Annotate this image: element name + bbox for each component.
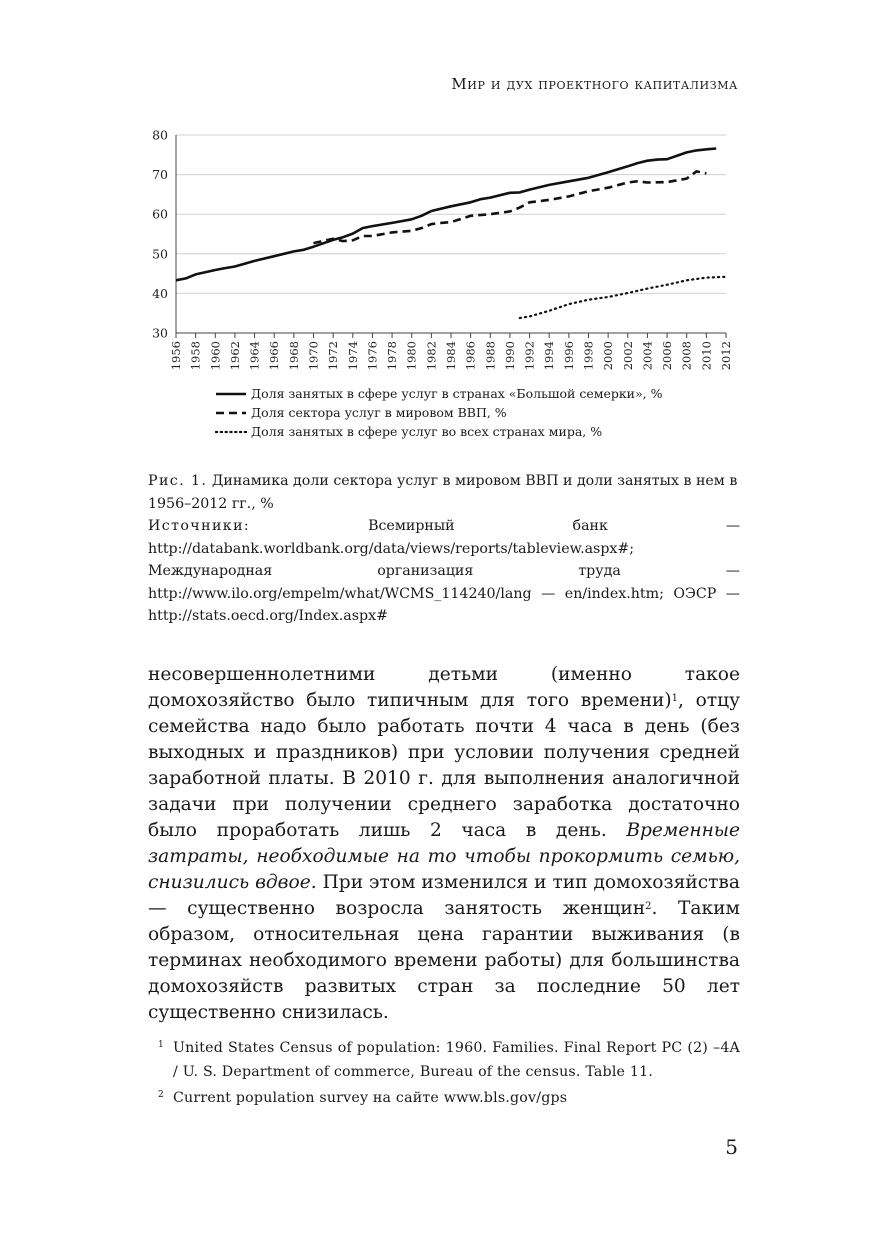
series-line-dotted	[520, 277, 726, 318]
x-tick-label: 1958	[188, 341, 203, 371]
x-tick-label: 2004	[640, 341, 655, 371]
x-tick-label: 1970	[306, 341, 321, 371]
x-tick-label: 1986	[463, 341, 478, 371]
running-head: Мир и дух проектного капитализма	[451, 75, 738, 93]
x-tick-label: 1976	[365, 341, 380, 371]
body-text-part1: несовершеннолетними детьми (именно такое домохозяйство было типичным для того времени)	[148, 664, 740, 711]
y-tick-label: 80	[152, 127, 168, 143]
x-tick-label: 2006	[660, 341, 675, 371]
footnote-ref-2: 2	[645, 901, 652, 912]
body-paragraph	[148, 662, 740, 1026]
legend-dotted-line-icon	[215, 427, 247, 437]
footnotes	[148, 1037, 740, 1114]
footnote-ref-1: 1	[671, 693, 679, 704]
legend-item-gdp	[215, 403, 662, 422]
sources-text: Всемирный банк — http://databank.worldbank.org/data/views/reports/tableview.aspx#; Международная организация труда — http://www.ilo.org/empelm/what/WCMS_114240/lang — en/index.htm; ОЭСР — http://stats.oecd.org/Index.aspx#	[148, 518, 741, 624]
x-tick-label: 2002	[620, 341, 635, 371]
legend-item-world	[215, 422, 662, 441]
x-tick-label: 1980	[404, 341, 419, 371]
figure-title	[148, 470, 740, 515]
x-tick-label: 1998	[581, 341, 596, 371]
sources-label: Источники:	[148, 518, 251, 534]
legend-item-g7	[215, 384, 662, 403]
footnote-number: 2	[158, 1090, 164, 1100]
footnote-text: Current population survey на сайте www.bls.gov/gps	[173, 1090, 568, 1106]
y-tick-label: 40	[152, 285, 168, 301]
x-tick-label: 1966	[267, 341, 282, 371]
page-number: 5	[725, 1135, 738, 1159]
body-text-part2: , отцу семейства надо было работать почти 4 часа в день (без выходных и праздников) при условии получения средней заработной платы. В 2010 г. для выполнения аналогичной задачи при получении среднего заработка достаточно было проработать лишь 2 часа в день.	[148, 690, 741, 841]
x-tick-label: 2000	[601, 341, 616, 371]
x-tick-label: 1982	[424, 341, 439, 371]
figure-sources	[148, 515, 740, 628]
body-text-part3: При этом изменился и тип домохозяйства — существенно возросла занятость женщин	[148, 872, 740, 919]
x-tick-label: 1978	[385, 341, 400, 371]
y-tick-label: 30	[152, 325, 168, 341]
line-chart	[140, 120, 740, 380]
x-tick-label: 1968	[286, 341, 301, 371]
series-line-dashed	[314, 171, 707, 243]
body-text-part4: . Таким образом, относительная цена гарантии выживания (в терминах необходимого времени работы) для большинства домохозяйств развитых стран за последние 50 лет существенно снизилась.	[148, 898, 740, 1023]
x-tick-label: 1994	[542, 341, 557, 371]
x-tick-label: 2010	[699, 341, 714, 371]
legend-label-world: Доля занятых в сфере услуг во всех странах мира, %	[251, 424, 603, 439]
y-tick-label: 70	[152, 167, 168, 183]
footnote-number: 1	[158, 1040, 164, 1050]
figure-text: Динамика доли сектора услуг в мировом ВВП и доли занятых в нем в 1956–2012 гг., %	[148, 473, 738, 512]
legend-label-gdp: Доля сектора услуг в мировом ВВП, %	[251, 405, 507, 420]
y-tick-label: 50	[152, 246, 168, 262]
figure-caption	[148, 470, 740, 628]
x-tick-label: 1960	[208, 341, 223, 371]
x-tick-label: 1972	[326, 341, 341, 371]
footnote-item	[148, 1037, 740, 1084]
body-text-italic: Временные затраты, необходимые на то чтобы прокормить семью, снизились вдвое.	[148, 820, 740, 893]
chart-svg	[140, 120, 740, 380]
x-tick-label: 1956	[169, 341, 183, 371]
chart-legend	[215, 384, 662, 441]
x-tick-label: 1992	[522, 341, 537, 371]
x-tick-label: 1990	[502, 341, 517, 371]
figure-label: Рис. 1.	[148, 473, 208, 489]
footnote-text: United States Census of population: 1960. Families. Final Report PC (2) –4A / U. S. Department of commerce, Bureau of the census. Table 11.	[173, 1040, 740, 1080]
legend-solid-line-icon	[215, 389, 247, 399]
x-tick-label: 1996	[561, 341, 576, 371]
legend-label-g7: Доля занятых в сфере услуг в странах «Большой семерки», %	[251, 386, 663, 401]
footnote-item	[148, 1087, 740, 1111]
y-tick-label: 60	[152, 206, 168, 222]
x-tick-label: 2008	[679, 341, 694, 371]
x-tick-label: 1962	[227, 341, 242, 371]
x-tick-label: 1984	[444, 341, 458, 371]
x-tick-label: 2012	[719, 341, 733, 371]
x-tick-label: 1974	[345, 341, 360, 371]
legend-dashed-line-icon	[215, 408, 247, 418]
x-tick-label: 1964	[247, 341, 262, 371]
x-tick-label: 1988	[483, 341, 498, 371]
